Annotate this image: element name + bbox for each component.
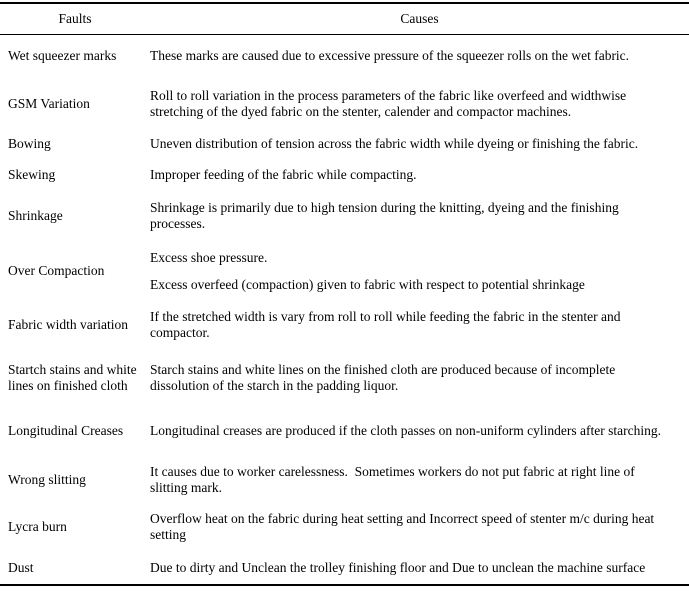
cause-text: Starch stains and white lines on the finished cloth are produced because of incomplete dissolution of the starch in the padding liquor. xyxy=(150,361,619,393)
fault-cell: Skewing xyxy=(8,167,56,182)
cause-cell xyxy=(150,34,689,78)
cause-text: Longitudinal creases are produced if the cloth passes on non-uniform cylinders after starching. xyxy=(150,423,661,438)
table-row-longitudinal-creases xyxy=(0,406,689,456)
table-row-wrong-slitting xyxy=(0,456,689,503)
faults-causes-table xyxy=(0,2,689,586)
cause-text-secondary: Excess overfeed (compaction) given to fabric with respect to potential shrinkage xyxy=(150,276,585,292)
cause-cell xyxy=(150,456,689,503)
cause-text: Improper feeding of the fabric while compacting. xyxy=(150,167,417,182)
fault-cell: Startch stains and white lines on finished cloth xyxy=(8,361,137,393)
fault-cell: Bowing xyxy=(8,136,51,151)
fault-cell: GSM Variation xyxy=(8,95,90,111)
fault-cell: Shrinkage xyxy=(8,208,63,223)
cause-cell xyxy=(150,241,689,301)
cause-text: Uneven distribution of tension across the fabric width while dyeing or finishing the fabric. xyxy=(150,136,639,151)
cause-cell xyxy=(150,349,689,406)
fault-cell: Fabric width variation xyxy=(8,317,128,332)
table-row-shrinkage xyxy=(0,191,689,241)
table-row-bowing xyxy=(0,129,689,159)
cause-text: Excess shoe pressure. xyxy=(150,249,268,265)
table-row-skewing xyxy=(0,159,689,191)
table-row-starch-stains xyxy=(0,349,689,406)
fault-cell: Lycra burn xyxy=(8,519,67,534)
cause-text: These marks are caused due to excessive pressure of the squeezer rolls on the wet fabric. xyxy=(150,48,630,64)
table-row-gsm-variation xyxy=(0,78,689,129)
table-row-wet-squeezer-marks xyxy=(0,34,689,78)
fault-cell: Wrong slitting xyxy=(8,471,86,487)
fault-cell: Dust xyxy=(8,559,34,575)
cause-cell xyxy=(150,551,689,585)
table-header xyxy=(0,3,689,34)
table-row-dust xyxy=(0,551,689,585)
cause-text: Overflow heat on the fabric during heat setting and Incorrect speed of stenter m/c during heat setting xyxy=(150,511,658,542)
cause-text: It causes due to worker carelessness. Sometimes workers do not put fabric at right line of slitting mark. xyxy=(150,463,639,495)
cause-cell xyxy=(150,301,689,349)
cause-cell xyxy=(150,191,689,241)
cause-cell xyxy=(150,129,689,159)
cause-text: Roll to roll variation in the process parameters of the fabric like overfeed and widthwise stretching of the dyed fabric on the stenter, calender and compactor machines. xyxy=(150,87,630,119)
cause-cell xyxy=(150,406,689,456)
fault-cell: Over Compaction xyxy=(8,263,105,278)
cause-cell xyxy=(150,159,689,191)
cause-text: Shrinkage is primarily due to high tension during the knitting, dyeing and the finishing processes. xyxy=(150,200,623,231)
fault-cell: Longitudinal Creases xyxy=(8,423,124,438)
table-body xyxy=(0,34,689,585)
fault-cell: Wet squeezer marks xyxy=(8,48,117,64)
cause-cell xyxy=(150,78,689,129)
cause-cell xyxy=(150,503,689,551)
table-row-over-compaction xyxy=(0,241,689,301)
causes-column-header: Causes xyxy=(400,10,439,26)
cause-text: If the stretched width is vary from roll to roll while feeding the fabric in the stenter and compactor. xyxy=(150,309,624,340)
cause-text: Due to dirty and Unclean the trolley finishing floor and Due to unclean the machine surface xyxy=(150,559,646,575)
faults-column-header: Faults xyxy=(58,10,92,26)
table-row-lycra-burn xyxy=(0,503,689,551)
table-row-fabric-width-variation xyxy=(0,301,689,349)
table-header-row xyxy=(0,3,689,34)
